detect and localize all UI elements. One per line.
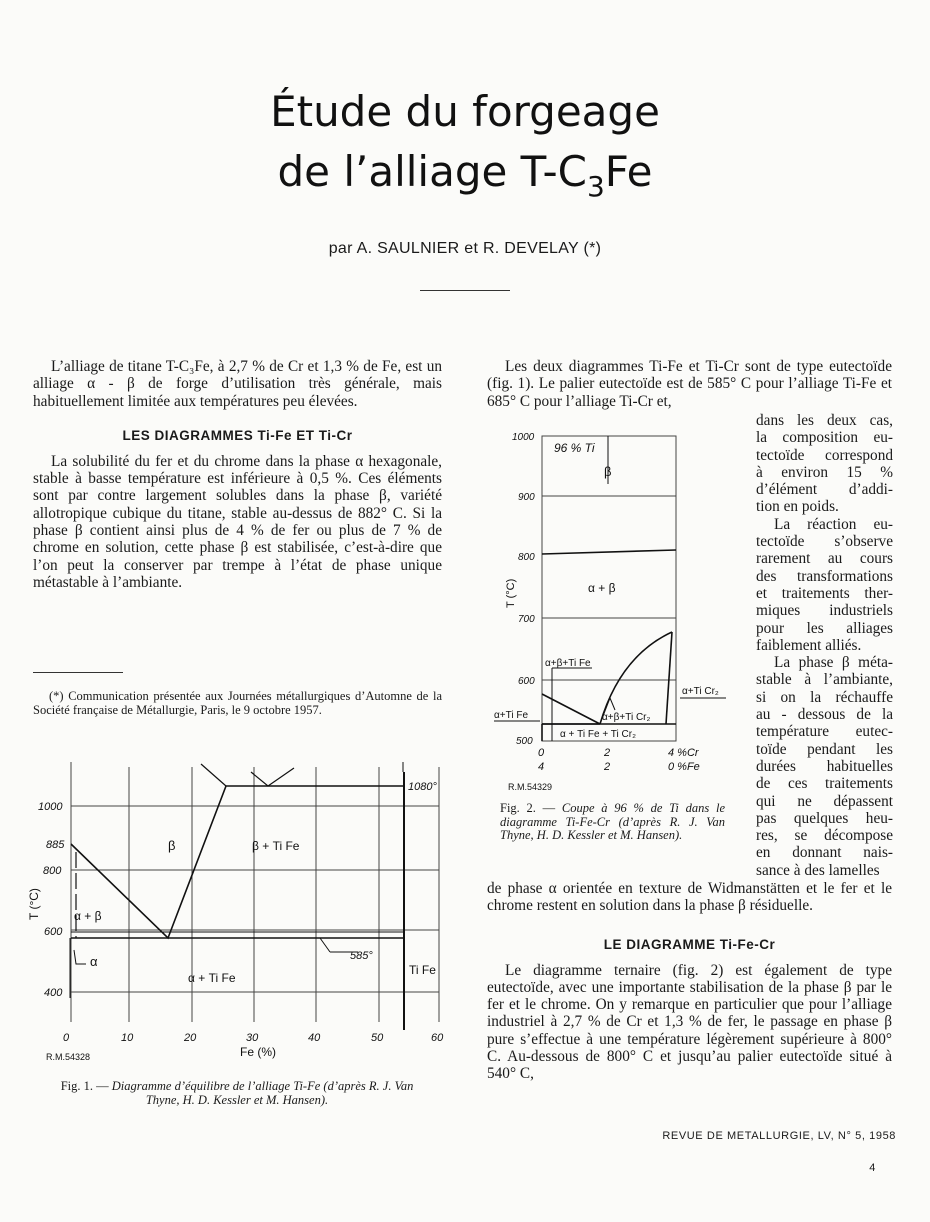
fig2-ytick: 1000 [512, 432, 535, 443]
wrapped-text-line: miques industriels [756, 602, 893, 620]
wrapped-text-line: au - dessous de la [756, 706, 893, 724]
wrapped-text-line: la composition eu- [756, 429, 893, 447]
fig2-ytick: 500 [516, 736, 533, 747]
fig1-label-alpha-tife: α + Ti Fe [188, 971, 236, 985]
wrapped-text-line: durées habituelles [756, 757, 893, 775]
page-number: 4 [869, 1162, 876, 1174]
wrapped-text-line: res, se décompose [756, 827, 893, 845]
wrapped-text-line: toïde pendant les [756, 740, 893, 758]
fig1-xtick: 0 [63, 1032, 70, 1044]
byline: par A. SAULNIER et R. DEVELAY (*) [328, 240, 602, 257]
figure-2-caption: Fig. 2. — Coupe à 96 % de Ti dans le diagramme Ti-Fe-Cr (d’après R. J. Van Thyne, H. D. Kessler et M. Hansen). [500, 801, 725, 842]
fig1-x-ticks [63, 1032, 444, 1044]
wrapped-text-line: stable à l’ambiante, [756, 671, 893, 689]
section-heading-diagrams: LES DIAGRAMMES Ti-Fe ET Ti-Cr [122, 427, 353, 443]
fig1-beta-transus [71, 786, 404, 938]
wrapped-text-line: en donnant nais- [756, 844, 893, 862]
fig2-label-atife: α+Ti Fe [494, 710, 529, 721]
wrapped-text-line: faiblement alliés. [756, 636, 862, 654]
fig2-label-abtife: α+β+Ti Fe [545, 658, 591, 669]
wrapped-text-line: qui ne dépassent [756, 792, 893, 810]
title-line-2: de l’alliage $T-C_3Fe$ [277, 147, 653, 203]
right-column-top [487, 358, 892, 410]
fig2-xtick: 0 [538, 747, 545, 759]
figure-2-chart [490, 426, 735, 821]
figure-1-caption: Fig. 1. — Diagramme d’équilibre de l’alliage Ti-Fe (d’après R. J. Van Thyne, H. D. Kessler et M. Hansen). [60, 1079, 414, 1107]
fig2-ylabel: T (°C) [505, 578, 517, 608]
fig2-xtick: 4 %Cr [668, 747, 699, 759]
wrapped-text-line: des transformations [756, 567, 893, 585]
eutectoid-paragraph-end: de phase α orientée en texture de Widmanstätten et le fer et le chrome restent en solution dans la phase β résiduelle. [487, 880, 892, 915]
fig1-ytick: 885 [46, 839, 65, 851]
wrapped-text-line: tectoïde correspond [756, 446, 893, 464]
wrapped-text-block [756, 412, 893, 879]
fig1-label-alpha-beta: α + β [74, 909, 102, 923]
fig2-curve [600, 632, 672, 724]
fig2-label-atife-ticr: α + Ti Fe + Ti Cr₂ [560, 729, 636, 740]
fig1-label-tife: Ti Fe [409, 963, 436, 977]
title-rule [420, 290, 510, 291]
fig2-ytick: 800 [518, 552, 535, 563]
fig1-xtick: 30 [246, 1032, 259, 1044]
solubility-paragraph: La solubilité du fer et du chrome dans la phase α hexagonale, stable à basse température est inférieure à 0,5 %. Ces éléments sont par contre largement solubles dans la phase β, variété allotropique cubique du titane, stable au-dessus de 882° C. Si la phase β contient ainsi plus de 4 % de fer ou plus de 7 % de chrome en solution, cette phase β est stabilisée, c’est-à-dire que l’on peut la conserver par trempe à l’état de phase unique métastable à l’ambiante. [33, 452, 442, 591]
fig2-x-ticks [538, 747, 700, 773]
wrapped-text-line: La phase β méta- [774, 654, 893, 672]
fig1-ref: R.M.54328 [46, 1052, 91, 1062]
fig1-xtick: 20 [184, 1032, 197, 1044]
fig1-grid [71, 762, 439, 1022]
fig1-label-beta-tife: β + Ti Fe [252, 839, 300, 853]
left-column [33, 358, 442, 591]
fig2-xtick: 4 [538, 761, 545, 773]
fig2-label-beta: β [604, 464, 612, 479]
fig1-label-beta: β [168, 838, 176, 853]
fig2-label-aticr: α+Ti Cr₂ [682, 686, 719, 697]
fig1-xtick: 60 [431, 1032, 444, 1044]
wrapped-text-line: température eutec- [756, 723, 893, 741]
fig2-xtick: 2 [604, 761, 611, 773]
wrapped-text-line: pas quelques heu- [756, 809, 893, 827]
fig2-ytick: 600 [518, 676, 535, 687]
fig1-ytick: 1000 [38, 801, 63, 813]
fig1-ytick: 800 [43, 865, 62, 877]
intro-paragraph: L’alliage de titane T-C₃Fe, à 2,7 % de Cr et 1,3 % de Fe, est un alliage α - β de forge d’utilisation très générale, mais habituellement limitée aux températures peu élevées. [33, 358, 442, 410]
wrapped-text-line: rarement au cours [756, 550, 893, 568]
wrapped-text-line: et traitements ther- [756, 584, 893, 602]
right-column-bottom [487, 880, 892, 1083]
wrapped-text-line: pour les alliages [756, 619, 893, 637]
fig2-xtick: 2 [604, 747, 611, 759]
fig2-beta-transus [542, 550, 676, 554]
wrapped-text-line: à environ 15 % [756, 463, 893, 481]
footnote: (*) Communication présentée aux Journées métallurgiques d’Automne de la Société française de Métallurgie, Paris, le 9 octobre 1957. [33, 689, 442, 717]
fig1-y-ticks [38, 801, 65, 999]
fig2-label-abticr: α+β+Ti Cr₂ [602, 712, 651, 723]
footnote-rule [33, 672, 123, 673]
fig2-xtick: 0 %Fe [668, 761, 700, 773]
journal-footer: REVUE DE METALLURGIE, LV, N° 5, 1958 [662, 1130, 896, 1142]
fig1-xtick: 50 [371, 1032, 384, 1044]
fig1-label-1080: 1080° [408, 781, 437, 793]
fig1-phase-lines [70, 762, 404, 1030]
fig1-ylabel: T (°C) [27, 888, 41, 920]
fig2-label-ti96: 96 % Ti [554, 441, 595, 455]
fig2-ref: R.M.54329 [508, 782, 553, 792]
wrapped-text-line: de ces traitements [756, 775, 893, 793]
wrapped-text-line: La réaction eu- [774, 515, 893, 533]
fig1-xtick: 10 [121, 1032, 134, 1044]
fig1-xlabel: Fe (%) [240, 1045, 276, 1059]
fig1-xtick: 40 [308, 1032, 321, 1044]
wrapped-text-line: d’élément d’addi- [756, 481, 893, 499]
fig1-label-alpha: α [90, 954, 98, 969]
wrapped-text-line: tectoïde s’observe [756, 533, 893, 551]
fig2-ytick: 700 [518, 614, 535, 625]
wrapped-text-line: tion en poids. [756, 498, 839, 516]
section-heading-ternary: LE DIAGRAMME Ti-Fe-Cr [603, 936, 776, 952]
fig1-ytick: 400 [44, 987, 63, 999]
fig1-ytick: 600 [44, 926, 63, 938]
wrapped-text-line: si on la réchauffe [756, 688, 893, 706]
eutectoid-paragraph: Les deux diagrammes Ti-Fe et Ti-Cr sont de type eutectoïde (fig. 1). Le palier eutectoïde est de 585° C pour l’alliage Ti-Fe et 685° C pour l’alliage Ti-Cr et, [487, 358, 892, 410]
fig1-label-585: 585° [350, 950, 373, 962]
wrapped-text-line: sance à des lamelles [756, 861, 880, 879]
fig2-ytick: 900 [518, 492, 535, 503]
wrapped-text-line: dans les deux cas, [756, 412, 893, 429]
figure-1-chart [18, 752, 458, 1068]
title-line-1: Étude du forgeage [270, 87, 660, 136]
fig2-label-alpha-beta: α + β [588, 581, 616, 595]
ternary-paragraph: Le diagramme ternaire (fig. 2) est également de type eutectoïde, avec une importante stabilisation de la phase β par le fer et le chrome. On y remarque en particulier que pour l’alliage industriel à 2,7 % de Cr et 1,3 % de fer, le passage en phase β pure s’effectue à une température légèrement supérieure à 800° C. Au-dessous de 800° C et jusqu’au palier eutectoïde situé à 540° C, [487, 961, 892, 1083]
